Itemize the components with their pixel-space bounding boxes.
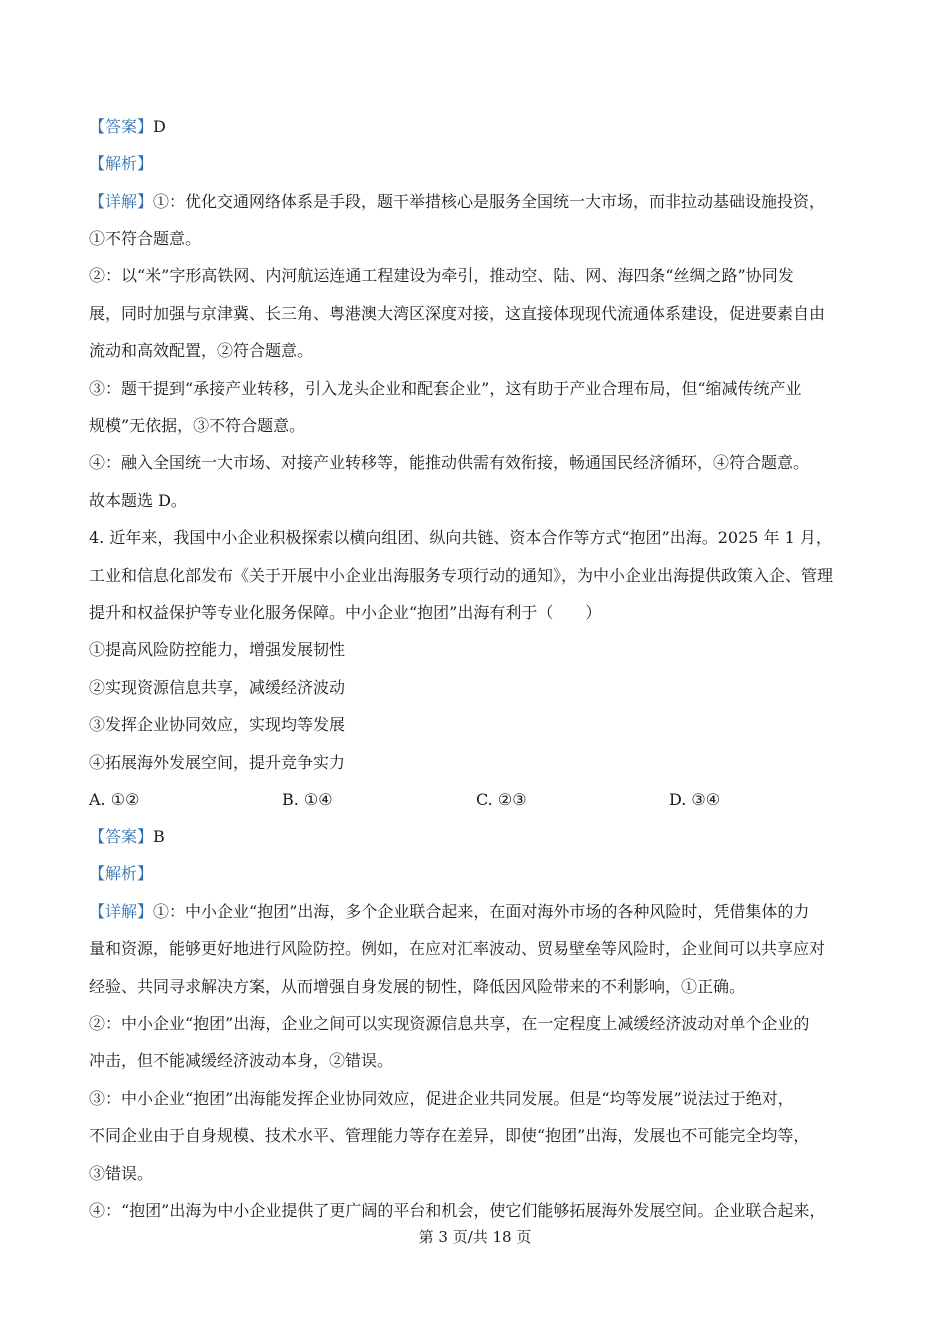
detail-text: ①：中小企业“抱团”出海，多个企业联合起来，在面对海外市场的各种风险时，凭借集体的力 [153, 902, 810, 921]
paragraph-line: ③：题干提到“承接产业转移，引入龙头企业和配套企业”，这有助于产业合理布局，但“缩减传统产业 [89, 379, 802, 398]
paragraph-line: 不同企业由于自身规模、技术水平、管理能力等存在差异，即使“抱团”出海，发展也不可能完全均等， [89, 1126, 810, 1145]
statement-item: ②实现资源信息共享，减缓经济波动 [89, 678, 346, 697]
q4-detail-line [89, 902, 864, 922]
q3-analysis-tag [89, 154, 864, 174]
detail-tag: 【详解】 [89, 192, 154, 211]
statement-item: ④拓展海外发展空间，提升竞争实力 [89, 753, 346, 772]
analysis-tag: 【解析】 [89, 154, 154, 173]
option-d: D. ③④ [669, 790, 721, 809]
question-stem-line: 4. 近年来，我国中小企业积极探索以横向组团、纵向共链、资本合作等方式“抱团”出海。2025 年 1 月， [89, 528, 832, 547]
paragraph-line: 量和资源，能够更好地进行风险防控。例如，在应对汇率波动、贸易壁垒等风险时，企业间可以共享应对 [89, 939, 826, 958]
paragraph-line: ④：“抱团”出海为中小企业提供了更广阔的平台和机会，使它们能够拓展海外发展空间。企业联合起来， [89, 1201, 826, 1220]
q3-detail-line [89, 192, 864, 212]
option-a: A. ①② [89, 790, 140, 809]
answer-value: D [153, 117, 166, 136]
answer-value: B [153, 827, 165, 846]
page-footer: 第 3 页/共 18 页 [418, 1228, 532, 1246]
q4-answer-line [89, 827, 864, 847]
paragraph-line: ③：中小企业“抱团”出海能发挥企业协同效应，促进企业共同发展。但是“均等发展”说法过于绝对， [89, 1089, 794, 1108]
question-stem-line: 工业和信息化部发布《关于开展中小企业出海服务专项行动的通知》，为中小企业出海提供政策入企、管理 [89, 566, 834, 585]
answer-tag: 【答案】 [89, 117, 154, 136]
option-b: B. ①④ [282, 790, 333, 809]
detail-text: ①：优化交通网络体系是手段，题干举措核心是服务全国统一大市场，而非拉动基础设施投资， [153, 192, 826, 211]
paragraph-line: 经验、共同寻求解决方案，从而增强自身发展的韧性，降低因风险带来的不利影响，①正确。 [89, 977, 746, 996]
paragraph-line: ①不符合题意。 [89, 229, 202, 248]
paragraph-line: 冲击，但不能减缓经济波动本身，②错误。 [89, 1051, 394, 1070]
paragraph-line: ④：融入全国统一大市场、对接产业转移等，能推动供需有效衔接，畅通国民经济循环，④符合题意。 [89, 453, 810, 472]
statement-item: ③发挥企业协同效应，实现均等发展 [89, 715, 346, 734]
paragraph-line: 规模”无依据，③不符合题意。 [89, 416, 306, 435]
analysis-tag: 【解析】 [89, 864, 154, 883]
statement-item: ①提高风险防控能力，增强发展韧性 [89, 640, 346, 659]
q3-answer-line [89, 117, 864, 137]
conclusion-line: 故本题选 D。 [89, 491, 187, 510]
q4-analysis-tag [89, 864, 864, 884]
detail-tag: 【详解】 [89, 902, 154, 921]
paragraph-line: ②：中小企业“抱团”出海，企业之间可以实现资源信息共享，在一定程度上减缓经济波动对单个企业的 [89, 1014, 810, 1033]
paragraph-line: ②：以“米”字形高铁网、内河航运连通工程建设为牵引，推动空、陆、网、海四条“丝绸之路”协同发 [89, 266, 794, 285]
option-c: C. ②③ [476, 790, 527, 809]
paragraph-line: ③错误。 [89, 1164, 154, 1183]
question-stem-line: 提升和权益保护等专业化服务保障。中小企业“抱团”出海有利于（ ） [89, 603, 602, 622]
answer-tag: 【答案】 [89, 827, 154, 846]
paragraph-line: 流动和高效配置，②符合题意。 [89, 341, 314, 360]
paragraph-line: 展，同时加强与京津冀、长三角、粤港澳大湾区深度对接，这直接体现现代流通体系建设，促进要素自由 [89, 304, 826, 323]
